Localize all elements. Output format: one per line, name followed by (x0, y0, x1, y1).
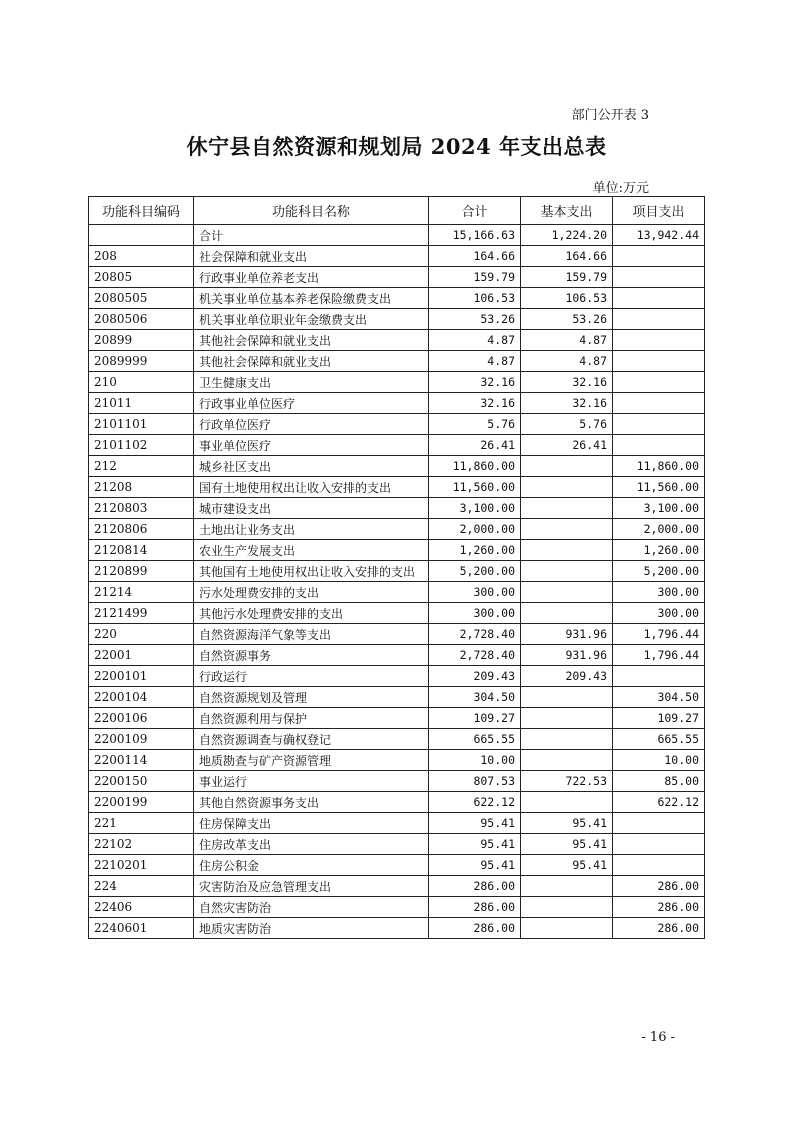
table-row (89, 477, 705, 498)
cell-total: 32.16 (429, 372, 521, 393)
table-row (89, 813, 705, 834)
cell-basic (521, 477, 613, 498)
cell-total: 106.53 (429, 288, 521, 309)
cell-basic: 106.53 (521, 288, 613, 309)
table-body (89, 225, 705, 939)
cell-name: 城市建设支出 (194, 498, 429, 519)
cell-code: 20805 (89, 267, 194, 288)
cell-basic: 26.41 (521, 435, 613, 456)
cell-basic (521, 918, 613, 939)
cell-total: 11,560.00 (429, 477, 521, 498)
cell-basic (521, 456, 613, 477)
table-row (89, 771, 705, 792)
cell-project: 10.00 (613, 750, 705, 771)
cell-basic (521, 897, 613, 918)
cell-code: 2101102 (89, 435, 194, 456)
cell-total: 1,260.00 (429, 540, 521, 561)
cell-total: 4.87 (429, 330, 521, 351)
cell-project (613, 309, 705, 330)
cell-name: 农业生产发展支出 (194, 540, 429, 561)
cell-basic: 931.96 (521, 645, 613, 666)
cell-name: 机关事业单位职业年金缴费支出 (194, 309, 429, 330)
table-row (89, 918, 705, 939)
cell-name: 行政事业单位医疗 (194, 393, 429, 414)
cell-total: 15,166.63 (429, 225, 521, 246)
table-row (89, 561, 705, 582)
cell-code: 2101101 (89, 414, 194, 435)
cell-basic: 209.43 (521, 666, 613, 687)
cell-code: 22406 (89, 897, 194, 918)
cell-basic (521, 498, 613, 519)
column-header-basic: 基本支出 (521, 197, 613, 225)
cell-total: 164.66 (429, 246, 521, 267)
cell-name: 行政单位医疗 (194, 414, 429, 435)
cell-name: 自然资源调查与确权登记 (194, 729, 429, 750)
cell-name: 自然资源海洋气象等支出 (194, 624, 429, 645)
cell-code: 21214 (89, 582, 194, 603)
table-row (89, 372, 705, 393)
cell-code: 224 (89, 876, 194, 897)
cell-project (613, 330, 705, 351)
table-row (89, 792, 705, 813)
table-header-row (89, 197, 705, 225)
cell-code (89, 225, 194, 246)
cell-basic (521, 540, 613, 561)
cell-project: 286.00 (613, 876, 705, 897)
cell-code: 2200106 (89, 708, 194, 729)
table-row (89, 267, 705, 288)
cell-code: 2120806 (89, 519, 194, 540)
cell-name: 其他污水处理费安排的支出 (194, 603, 429, 624)
cell-total: 300.00 (429, 603, 521, 624)
table-row (89, 582, 705, 603)
cell-code: 2200114 (89, 750, 194, 771)
cell-code: 22102 (89, 834, 194, 855)
table-row (89, 498, 705, 519)
cell-total: 807.53 (429, 771, 521, 792)
cell-name: 合计 (194, 225, 429, 246)
cell-code: 2200150 (89, 771, 194, 792)
table-row (89, 309, 705, 330)
cell-basic: 164.66 (521, 246, 613, 267)
table-row (89, 897, 705, 918)
cell-project (613, 414, 705, 435)
table-row (89, 750, 705, 771)
cell-basic: 4.87 (521, 351, 613, 372)
cell-basic: 32.16 (521, 393, 613, 414)
cell-code: 22001 (89, 645, 194, 666)
cell-name: 土地出让业务支出 (194, 519, 429, 540)
table-row (89, 666, 705, 687)
cell-project: 109.27 (613, 708, 705, 729)
cell-basic: 5.76 (521, 414, 613, 435)
cell-code: 2120814 (89, 540, 194, 561)
table-row (89, 876, 705, 897)
cell-name: 其他社会保障和就业支出 (194, 330, 429, 351)
cell-code: 210 (89, 372, 194, 393)
cell-total: 26.41 (429, 435, 521, 456)
cell-basic: 159.79 (521, 267, 613, 288)
cell-project: 3,100.00 (613, 498, 705, 519)
cell-total: 665.55 (429, 729, 521, 750)
cell-total: 286.00 (429, 918, 521, 939)
cell-project (613, 288, 705, 309)
cell-basic (521, 582, 613, 603)
cell-total: 32.16 (429, 393, 521, 414)
cell-code: 2121499 (89, 603, 194, 624)
cell-total: 2,728.40 (429, 645, 521, 666)
cell-basic: 32.16 (521, 372, 613, 393)
cell-basic: 722.53 (521, 771, 613, 792)
cell-project: 1,796.44 (613, 624, 705, 645)
cell-total: 304.50 (429, 687, 521, 708)
cell-code: 2240601 (89, 918, 194, 939)
cell-total: 286.00 (429, 876, 521, 897)
cell-basic: 4.87 (521, 330, 613, 351)
column-header-name: 功能科目名称 (194, 197, 429, 225)
table-row (89, 351, 705, 372)
cell-name: 社会保障和就业支出 (194, 246, 429, 267)
cell-project (613, 372, 705, 393)
cell-total: 10.00 (429, 750, 521, 771)
cell-project: 5,200.00 (613, 561, 705, 582)
cell-name: 污水处理费安排的支出 (194, 582, 429, 603)
cell-project (613, 666, 705, 687)
cell-project: 1,260.00 (613, 540, 705, 561)
cell-code: 2200101 (89, 666, 194, 687)
page-title: 休宁县自然资源和规划局 2024 年支出总表 (186, 134, 607, 159)
table-row (89, 435, 705, 456)
cell-code: 212 (89, 456, 194, 477)
cell-project (613, 834, 705, 855)
cell-basic (521, 561, 613, 582)
cell-project: 1,796.44 (613, 645, 705, 666)
cell-code: 2200109 (89, 729, 194, 750)
cell-project: 11,860.00 (613, 456, 705, 477)
cell-total: 3,100.00 (429, 498, 521, 519)
cell-project: 11,560.00 (613, 477, 705, 498)
cell-project (613, 267, 705, 288)
cell-total: 286.00 (429, 897, 521, 918)
table-row (89, 246, 705, 267)
table-row (89, 729, 705, 750)
cell-basic: 95.41 (521, 855, 613, 876)
table-row (89, 687, 705, 708)
cell-total: 95.41 (429, 834, 521, 855)
cell-project (613, 393, 705, 414)
cell-name: 行政事业单位养老支出 (194, 267, 429, 288)
cell-total: 11,860.00 (429, 456, 521, 477)
cell-basic (521, 792, 613, 813)
form-number: 部门公开表 3 (571, 108, 649, 123)
cell-code: 220 (89, 624, 194, 645)
cell-code: 2210201 (89, 855, 194, 876)
cell-project: 85.00 (613, 771, 705, 792)
cell-basic (521, 750, 613, 771)
cell-name: 城乡社区支出 (194, 456, 429, 477)
table-row (89, 393, 705, 414)
cell-name: 机关事业单位基本养老保险缴费支出 (194, 288, 429, 309)
cell-project: 300.00 (613, 603, 705, 624)
cell-project: 622.12 (613, 792, 705, 813)
cell-name: 地质勘查与矿产资源管理 (194, 750, 429, 771)
table-row (89, 624, 705, 645)
cell-basic: 1,224.20 (521, 225, 613, 246)
table-row (89, 834, 705, 855)
cell-name: 其他自然资源事务支出 (194, 792, 429, 813)
table-row (89, 540, 705, 561)
cell-name: 住房公积金 (194, 855, 429, 876)
cell-total: 159.79 (429, 267, 521, 288)
cell-code: 20899 (89, 330, 194, 351)
cell-name: 事业单位医疗 (194, 435, 429, 456)
cell-name: 国有土地使用权出让收入安排的支出 (194, 477, 429, 498)
cell-total: 109.27 (429, 708, 521, 729)
unit-label: 单位:万元 (592, 181, 649, 196)
cell-basic (521, 519, 613, 540)
cell-name: 自然灾害防治 (194, 897, 429, 918)
table-row (89, 288, 705, 309)
cell-code: 2080505 (89, 288, 194, 309)
cell-project (613, 351, 705, 372)
cell-code: 2200199 (89, 792, 194, 813)
column-header-project: 项目支出 (613, 197, 705, 225)
cell-code: 21011 (89, 393, 194, 414)
cell-project: 665.55 (613, 729, 705, 750)
table-row (89, 225, 705, 246)
cell-code: 21208 (89, 477, 194, 498)
table-row (89, 330, 705, 351)
cell-code: 208 (89, 246, 194, 267)
cell-basic: 53.26 (521, 309, 613, 330)
cell-project: 304.50 (613, 687, 705, 708)
cell-total: 209.43 (429, 666, 521, 687)
table-row (89, 603, 705, 624)
cell-project: 286.00 (613, 897, 705, 918)
cell-project: 2,000.00 (613, 519, 705, 540)
cell-basic: 931.96 (521, 624, 613, 645)
cell-name: 事业运行 (194, 771, 429, 792)
cell-code: 2200104 (89, 687, 194, 708)
cell-name: 地质灾害防治 (194, 918, 429, 939)
cell-project: 13,942.44 (613, 225, 705, 246)
cell-total: 5,200.00 (429, 561, 521, 582)
cell-code: 2120899 (89, 561, 194, 582)
cell-total: 4.87 (429, 351, 521, 372)
cell-name: 其他国有土地使用权出让收入安排的支出 (194, 561, 429, 582)
cell-name: 自然资源利用与保护 (194, 708, 429, 729)
table-row (89, 456, 705, 477)
table-row (89, 855, 705, 876)
cell-basic (521, 708, 613, 729)
cell-name: 其他社会保障和就业支出 (194, 351, 429, 372)
cell-total: 53.26 (429, 309, 521, 330)
cell-project (613, 246, 705, 267)
cell-name: 自然资源事务 (194, 645, 429, 666)
cell-total: 95.41 (429, 855, 521, 876)
table-row (89, 708, 705, 729)
cell-total: 2,000.00 (429, 519, 521, 540)
cell-name: 住房保障支出 (194, 813, 429, 834)
cell-name: 卫生健康支出 (194, 372, 429, 393)
cell-project (613, 813, 705, 834)
cell-project (613, 855, 705, 876)
cell-total: 95.41 (429, 813, 521, 834)
expenditure-table (88, 196, 705, 939)
cell-code: 2089999 (89, 351, 194, 372)
cell-total: 5.76 (429, 414, 521, 435)
cell-project: 300.00 (613, 582, 705, 603)
cell-basic (521, 603, 613, 624)
cell-name: 灾害防治及应急管理支出 (194, 876, 429, 897)
cell-name: 自然资源规划及管理 (194, 687, 429, 708)
page-number: - 16 - (641, 1030, 675, 1045)
cell-basic: 95.41 (521, 813, 613, 834)
cell-basic (521, 687, 613, 708)
column-header-total: 合计 (429, 197, 521, 225)
cell-code: 2080506 (89, 309, 194, 330)
cell-code: 221 (89, 813, 194, 834)
cell-total: 622.12 (429, 792, 521, 813)
table-row (89, 519, 705, 540)
column-header-code: 功能科目编码 (89, 197, 194, 225)
cell-name: 住房改革支出 (194, 834, 429, 855)
cell-project: 286.00 (613, 918, 705, 939)
cell-total: 300.00 (429, 582, 521, 603)
cell-basic: 95.41 (521, 834, 613, 855)
table-row (89, 645, 705, 666)
cell-basic (521, 729, 613, 750)
cell-name: 行政运行 (194, 666, 429, 687)
cell-code: 2120803 (89, 498, 194, 519)
cell-basic (521, 876, 613, 897)
cell-project (613, 435, 705, 456)
table-row (89, 414, 705, 435)
cell-total: 2,728.40 (429, 624, 521, 645)
